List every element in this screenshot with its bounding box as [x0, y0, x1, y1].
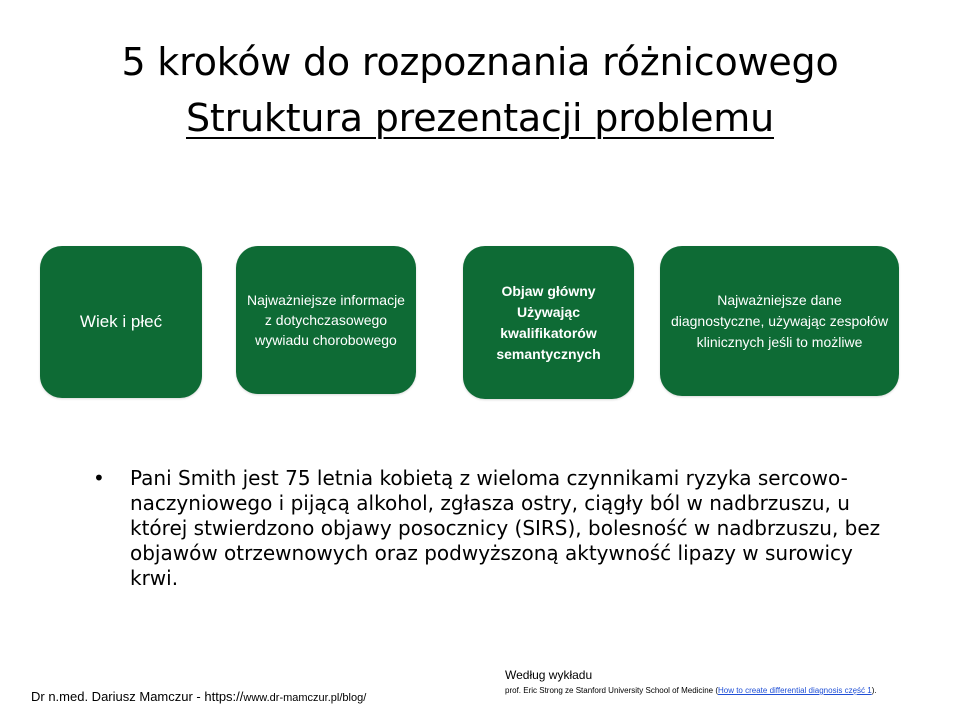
author-url: www.dr-mamczur.pl/blog/ [243, 692, 367, 704]
step-label: Wiek i płeć [79, 312, 163, 331]
author-name: Dr n.med. Dariusz Mamczur - https:// [31, 689, 244, 704]
bullet-marker: • [93, 466, 105, 490]
step-box-diagnostics [660, 246, 899, 396]
slide-title [0, 34, 960, 146]
case-summary-text: Pani Smith jest 75 letnia kobietą z wieloma czynnikami ryzyka sercowo-naczyniowego i pijącą alkohol, zgłasza ostry, ciągły ból w nadbrzuszu, u której stwierdzono objawy posocznicy (SIRS), bolesność w nadbrzuszu, bez objawów otrzewnowych oraz podwyższoną aktywność lipazy w surowicy krwi. [130, 466, 881, 590]
step-box-chief-complaint [463, 246, 634, 399]
title-main: 5 kroków do rozpoznania różnicowego [121, 40, 839, 84]
title-subtitle: Struktura prezentacji problemu [186, 96, 774, 140]
source-credit-line [505, 685, 935, 697]
source-link[interactable]: How to create differential diagnosis część 1 [717, 686, 872, 695]
source-credit-end: ). [871, 686, 877, 695]
source-credit-text: prof. Eric Strong ze Stanford University School of Medicine ( [505, 686, 718, 695]
step-label: Objaw główny Używając kwalifikatorów semantycznych [496, 282, 601, 362]
source-heading: Według wykładu [505, 668, 593, 682]
step-box-history [236, 246, 416, 394]
step-label: Najważniejsze dane diagnostyczne, używając zespołów klinicznych jeśli to możliwe [670, 291, 889, 350]
step-box-age-sex [40, 246, 202, 398]
case-summary [93, 466, 883, 591]
source-credit [505, 668, 935, 697]
step-label: Najważniejsze informacje z dotychczasowego wywiadu chorobowego [247, 292, 405, 348]
author-credit [31, 689, 366, 704]
